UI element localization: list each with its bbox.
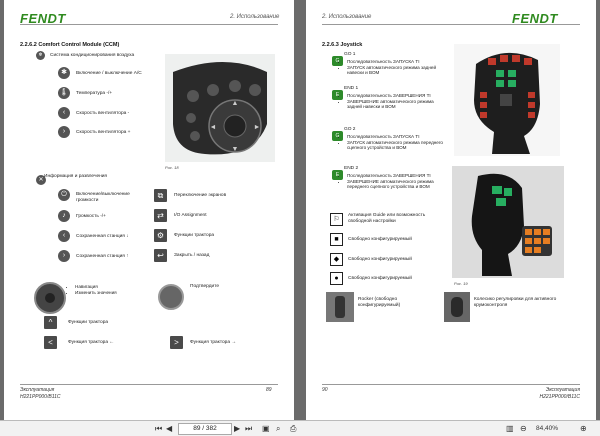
fendt-logo: FENDT — [20, 11, 66, 26]
footer-right — [522, 387, 580, 400]
fan-plus-icon: › — [58, 126, 70, 138]
tractor-function-label: Функция трактора → — [190, 340, 237, 345]
info-icon: ✕ — [36, 175, 46, 185]
nav-bullet: • Изменить значения — [75, 290, 117, 296]
entry-code: END 1 — [344, 86, 359, 91]
fendt-logo: FENDT — [512, 11, 558, 26]
svg-text:▲: ▲ — [231, 100, 239, 107]
climate-icon: ❄ — [36, 51, 45, 60]
svg-text:►: ► — [253, 124, 261, 131]
entry-code: GO 2 — [344, 127, 356, 132]
entry-bullet: • Последовательность ЗАВЕРШЕНИЯ TI — [347, 93, 449, 99]
search-icon[interactable]: ⌕ — [276, 424, 281, 433]
switch-screens-icon: ⧉ — [154, 189, 167, 202]
header-rule — [322, 24, 580, 25]
left-page — [4, 0, 294, 420]
last-page-icon[interactable]: ⏭ — [245, 424, 253, 433]
first-page-icon[interactable]: ⏮ — [155, 424, 163, 433]
section-title: 2. Использование — [230, 14, 280, 20]
figure-label: Рис. 18 — [165, 165, 179, 170]
info-item: I/O Assignment — [174, 213, 207, 218]
station-down-icon: ‹ — [58, 230, 70, 242]
section-heading: 2.2.6.3 Joystick — [322, 42, 363, 48]
section-title: 2. Использование — [322, 14, 372, 20]
page-number: 89 — [266, 387, 272, 393]
volume-icon: ♪ — [58, 210, 70, 222]
prev-page-icon[interactable]: ◀ — [166, 424, 173, 433]
entry-bullet: • ЗАВЕРШЕНИЕ автоматического режима задней навески и ВОМ — [347, 99, 449, 110]
square-button-icon: ■ — [330, 233, 343, 246]
tractor-functions-icon: ⚙ — [154, 229, 167, 242]
sidebar-icon[interactable]: ▥ — [506, 424, 514, 433]
volume-power-icon: ⏻ — [58, 189, 70, 201]
section-heading: 2.2.6.2 Comfort Control Module (CCM) — [20, 42, 120, 48]
entry-bullet: • Последовательность ЗАПУСКА TI — [347, 134, 449, 140]
info-item: Функции трактора — [174, 233, 215, 238]
footer-rule — [322, 384, 580, 385]
footer-line: H221PP000/B11C — [539, 393, 580, 400]
extra-item: Свободно конфигурируемый — [348, 276, 412, 281]
entry-bullets — [340, 93, 449, 110]
tractor-function-up-icon: ^ — [44, 316, 57, 329]
diamond-button-icon: ◆ — [330, 253, 343, 266]
end2-icon: E — [332, 170, 343, 180]
entry-bullet: • ЗАВЕРШЕНИЕ автоматического режима переднего сцепного устройства и ВОМ — [347, 179, 449, 190]
climate-item: Скорость вентилятора + — [76, 130, 131, 135]
confirm-label: Подтвердите — [190, 284, 220, 289]
tractor-function-left-icon: < — [44, 336, 57, 349]
rocker-photo — [326, 292, 354, 322]
go2-icon: G — [332, 131, 343, 141]
info-item: Сохраненная станция ↓ — [76, 234, 129, 239]
footer-line: Эксплуатация — [20, 387, 55, 393]
rocker-label: Rocker (свободно конфигурируемый) — [358, 297, 401, 308]
entry-bullet: • Последовательность ЗАПУСКА TI — [347, 59, 449, 65]
wheel-photo — [444, 292, 470, 322]
entry-bullet: • ЗАПУСК автоматического режима задней навески и ВОМ — [347, 65, 449, 76]
end1-icon: E — [332, 90, 343, 100]
joystick-photo-side — [452, 166, 564, 278]
fan-minus-icon: ‹ — [58, 107, 70, 119]
entry-code: END 2 — [344, 166, 359, 171]
ccm-photo — [165, 54, 275, 162]
temperature-icon: 🌡 — [58, 87, 70, 99]
info-item: Закрыть / назад — [174, 253, 210, 258]
extra-item: Свободно конфигурируемый — [348, 257, 412, 262]
confirm-dial-icon — [158, 284, 184, 310]
zoom-in-icon[interactable]: ⊕ — [580, 424, 587, 433]
info-item: Громкость -/+ — [76, 214, 106, 219]
tractor-function-label: Функция трактора ← — [68, 340, 115, 345]
info-item: Включение/выключение громкости — [76, 192, 130, 203]
footer-left — [20, 387, 61, 400]
svg-text:▼: ▼ — [231, 146, 239, 153]
print-icon[interactable]: ⎙ — [290, 424, 297, 433]
station-up-icon: › — [58, 250, 70, 262]
entry-bullet: • ЗАПУСК автоматического режима переднего сцепного устройства и ВОМ — [347, 140, 449, 151]
tractor-function-right-icon: > — [170, 336, 183, 349]
footer-line: H221PP000/B11C — [20, 393, 61, 400]
circle-button-icon: ● — [330, 272, 343, 285]
right-page — [306, 0, 596, 420]
entry-bullet: • Последовательность ЗАВЕРШЕНИЯ TI — [347, 173, 449, 179]
entry-bullets — [340, 173, 449, 190]
footer-rule — [20, 384, 278, 385]
footer-line: Эксплуатация — [545, 387, 580, 393]
back-icon: ↩ — [154, 249, 167, 262]
page-number: 90 — [322, 387, 328, 393]
extra-item: Свободно конфигурируемый — [348, 237, 412, 242]
nav-bullets — [68, 284, 117, 295]
entry-code: GO 1 — [344, 52, 356, 57]
wheel-label: Колесико регулировки для активного крумоконтроля — [474, 297, 557, 308]
next-page-icon[interactable]: ▶ — [234, 424, 241, 433]
guide-icon: ⚐ — [330, 213, 343, 226]
entry-bullets — [340, 134, 449, 151]
ac-icon: ✱ — [58, 67, 70, 79]
climate-item: Температура -/+ — [76, 91, 113, 96]
tractor-function-label: Функции трактора — [68, 320, 109, 325]
climate-item: Скорость вентилятора - — [76, 111, 130, 116]
info-item: Сохраненная станция ↑ — [76, 254, 129, 259]
svg-text:◄: ◄ — [209, 124, 217, 131]
zoom-out-icon[interactable]: ⊖ — [520, 424, 527, 433]
climate-item: Включение / выключение A/C — [76, 71, 142, 76]
page-number-input[interactable]: 89 / 382 — [178, 423, 232, 435]
go1-icon: G — [332, 56, 343, 66]
info-item: Переключение экранов — [174, 193, 227, 198]
figure-label: Рис. 19 — [454, 281, 468, 286]
nav-bullet: • Навигация — [75, 284, 117, 290]
viewer-toolbar — [0, 420, 600, 436]
header-rule — [20, 24, 278, 25]
zoom-level[interactable]: 84,40% — [536, 425, 559, 432]
entry-bullets — [340, 59, 449, 76]
climate-title: Система кондиционирования воздуха — [50, 53, 135, 58]
nav-dial-icon — [34, 282, 66, 314]
joystick-photo-front — [454, 44, 560, 156]
io-assignment-icon: ⇄ — [154, 209, 167, 222]
extra-item: Активация Guide или возможность свободной настройки — [348, 213, 426, 224]
info-title: Информация и развлечения — [44, 174, 108, 179]
fit-page-icon[interactable]: ▣ — [262, 424, 270, 433]
